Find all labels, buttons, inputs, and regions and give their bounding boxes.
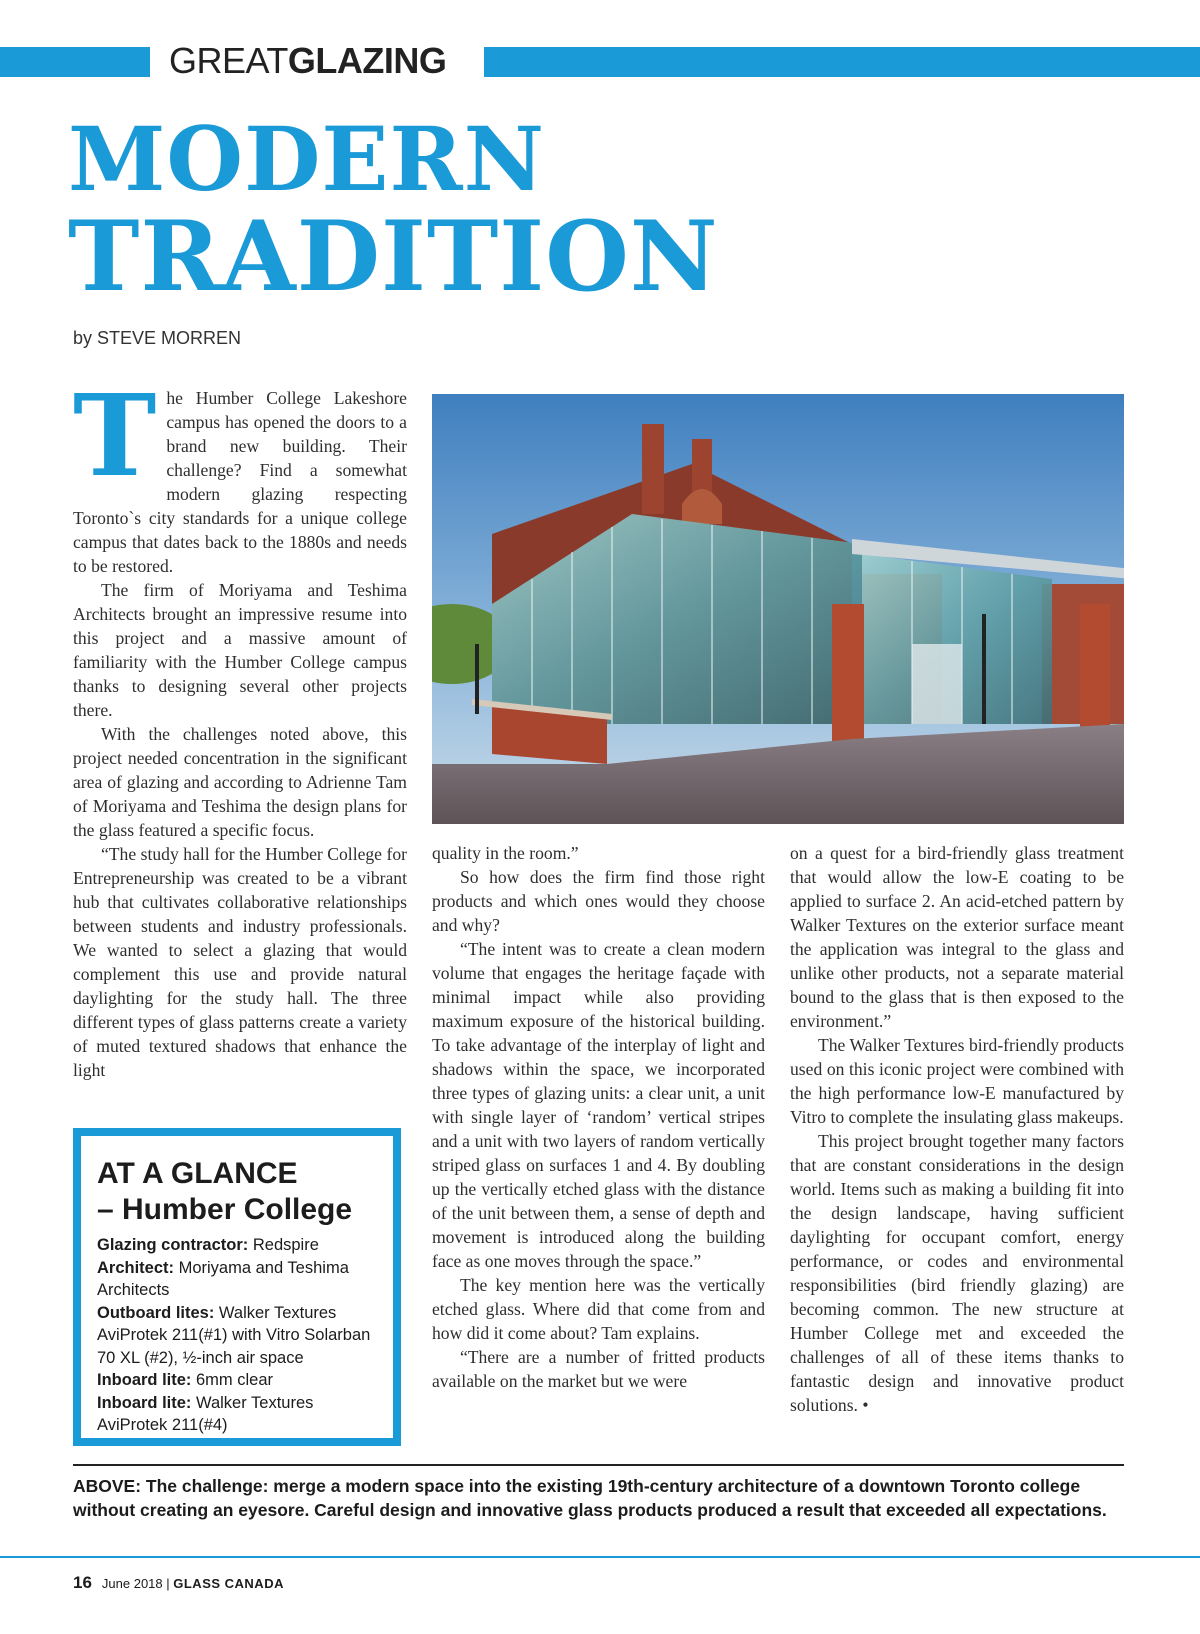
paragraph: The Walker Textures bird-friendly products used on this iconic project were combined with the high performance low-E manufactured by Vitro to complete the insulating glass makeups.: [790, 1035, 1124, 1127]
glance-item: [97, 1369, 377, 1392]
paragraph: This project brought together many factors that are constant considerations in the design world. Items such as making a building fit into the design landscape, having sufficient daylighting for occupant comfort, energy performance, or codes and environmental responsibilities (bird friendly glazing) are becoming common. The new structure at Humber College met and exceeded the challenges of all of these items thanks to fantastic design and innovative product solutions. •: [790, 1131, 1124, 1415]
article-column-3: [790, 841, 1124, 1417]
article-headline: [68, 107, 719, 313]
page-footer: [73, 1573, 284, 1593]
glance-item-value: Moriyama and Teshima Architects: [97, 1258, 349, 1299]
header-band-left: [0, 47, 150, 77]
glance-item: [97, 1302, 377, 1370]
glance-item-value: Walker Textures AviProtek 211(#4): [97, 1393, 314, 1434]
glance-item-label: Outboard lites:: [97, 1303, 215, 1322]
section-label: [169, 38, 446, 84]
article-column-2: [432, 841, 765, 1393]
at-a-glance-list: [97, 1234, 377, 1437]
glance-item: [97, 1392, 377, 1437]
glance-item-label: Glazing contractor:: [97, 1236, 249, 1254]
article-column-1: [73, 371, 407, 1082]
paragraph: [73, 371, 407, 578]
paragraph: The key mention here was the vertically etched glass. Where did that come from and how did it come about? Tam explains.: [432, 1275, 765, 1343]
at-a-glance-title: [97, 1156, 377, 1228]
at-a-glance-box: [73, 1128, 401, 1446]
byline: by STEVE MORREN: [73, 328, 242, 348]
paragraph: “There are a number of fritted products available on the market but we were: [432, 1347, 765, 1391]
paragraph: The firm of Moriyama and Teshima Architects brought an impressive resume into this project and a massive amount of familiarity with the Humber College campus thanks to designing several other projects there.: [73, 580, 407, 720]
paragraph: quality in the room.”: [432, 843, 579, 863]
publication-name: GLASS CANADA: [173, 1576, 284, 1591]
at-a-glance-title-line-2: – Humber College: [97, 1193, 353, 1226]
glance-item-label: Inboard lite:: [97, 1371, 192, 1389]
caption-rule: [73, 1464, 1124, 1466]
building-photo: [432, 394, 1124, 824]
paragraph: So how does the firm find those right products and which ones would they choose and why?: [432, 867, 765, 935]
paragraph: “The intent was to create a clean modern volume that engages the heritage façade with minimal impact while also providing maximum exposure of the historical building. To take advantage of the interplay of light and shadows within the space, we incorporated three types of glazing units: a clear unit, a unit with single layer of ‘random’ vertical stripes and a unit with two layers of random vertically striped glass on surfaces 1 and 4. By doubling up the vertically etched glass with the distance of the unit between them, a sense of depth and movement is introduced along the building face as one moves through the space.”: [432, 939, 765, 1271]
drop-cap: T: [73, 371, 157, 502]
paragraph: “The study hall for the Humber College for Entrepreneurship was created to be a vibrant hub that cultivates collaborative relationships between students and industry professionals. We wanted to select a glazing that would complement this use and provide natural daylighting for the study hall. The three different types of glass patterns create a variety of muted textured shadows that enhance the light: [73, 844, 407, 1080]
photo-caption: ABOVE: The challenge: merge a modern space into the existing 19th-century architecture of a downtown Toronto college without creating an eyesore. Careful design and innovative glass products produced a result that exceeded all expectations.: [73, 1476, 1107, 1520]
footer-rule: [0, 1556, 1200, 1558]
at-a-glance-title-line-1: AT A GLANCE: [97, 1157, 298, 1190]
paragraph: on a quest for a bird-friendly glass treatment that would allow the low-E coating to be applied to surface 2. An acid-etched pattern by Walker Textures on the exterior surface meant the application was integral to the glass and unlike other products, not a separate material bound to the glass that is then exposed to the environment.”: [790, 843, 1124, 1031]
paragraph: With the challenges noted above, this project needed concentration in the significant area of glazing and according to Adrienne Tam of Moriyama and Teshima the design plans for the glass featured a specific focus.: [73, 724, 407, 840]
section-label-light: GREAT: [169, 40, 288, 81]
glance-item: [97, 1234, 377, 1257]
glance-item-value: 6mm clear: [191, 1371, 274, 1389]
section-label-bold: GLAZING: [287, 40, 447, 81]
glance-item-label: Architect:: [97, 1258, 175, 1277]
glance-item-value: Redspire: [248, 1236, 319, 1254]
glance-item: [97, 1257, 377, 1302]
headline-line-2: TRADITION: [68, 200, 719, 313]
page-number: 16: [73, 1573, 92, 1592]
header-band-right: [484, 47, 1200, 77]
paragraph-text: he Humber College Lakeshore campus has opened the doors to a brand new building. Their challenge? Find a somewhat modern glazing respecting Toronto`s city standards for a unique college campus that dates back to the 1880s and needs to be restored.: [73, 388, 407, 576]
headline-line-1: MODERN: [68, 107, 546, 211]
glance-item-value: Walker Textures AviProtek 211(#1) with Vitro Solarban 70 XL (#2), ½-inch air space: [97, 1303, 371, 1367]
glance-item-label: Inboard lite:: [97, 1393, 192, 1412]
issue-date: June 2018 |: [101, 1576, 174, 1591]
